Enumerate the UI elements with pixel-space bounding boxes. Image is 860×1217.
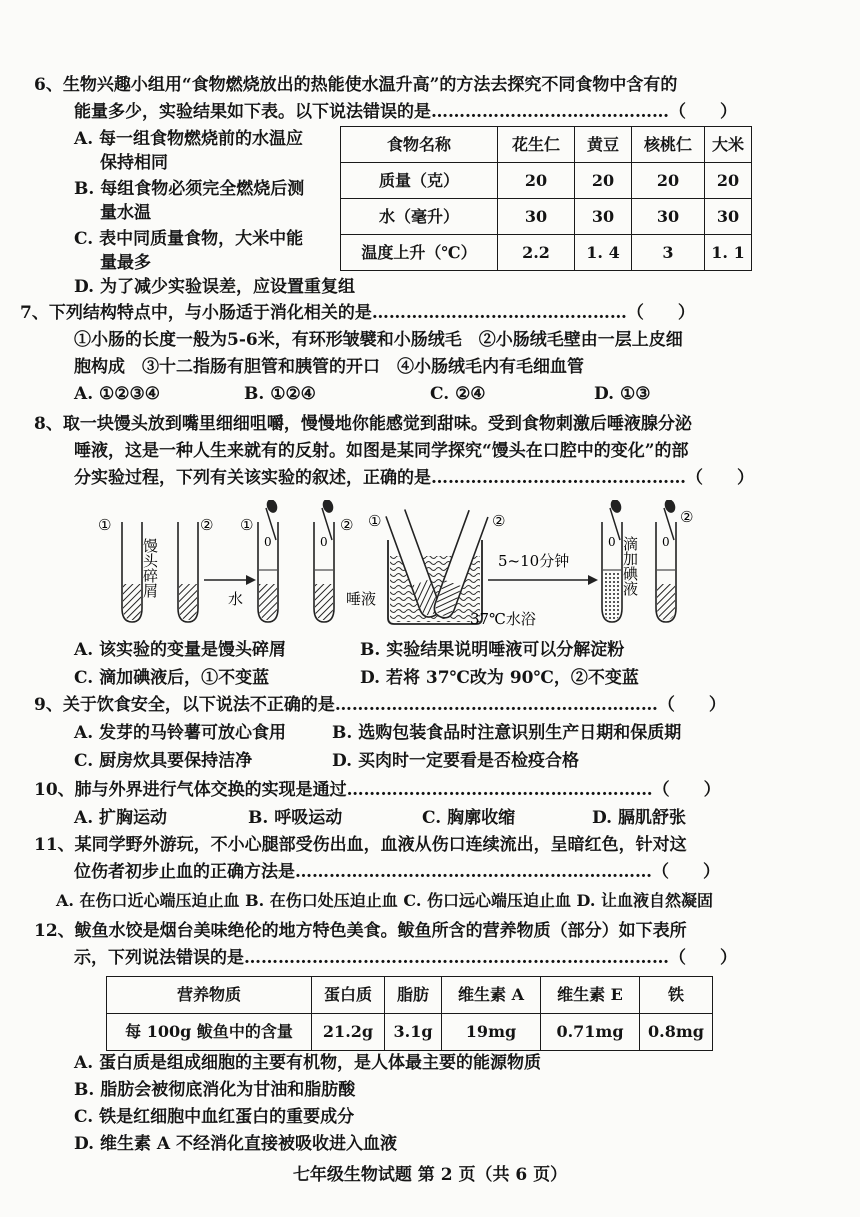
q12-stem-line2: 示，下列说法错误的是…………………………………………………………………（ ） <box>74 948 737 968</box>
q7-option-d: D. ①③ <box>594 384 651 404</box>
tube-number-label: ② <box>340 516 354 534</box>
table-row <box>341 127 752 163</box>
q8-option-d: D. 若将 37℃改为 90℃，②不变蓝 <box>360 668 639 688</box>
table-cell: 20 <box>705 163 752 199</box>
q7-option-a: A. ①②③④ <box>74 384 160 404</box>
saliva-experiment-diagram <box>96 500 736 630</box>
q10-option-a: A. 扩胸运动 <box>74 808 168 828</box>
test-tube-1 <box>98 516 142 622</box>
q7-stem-line3: 胞构成 ③十二指肠有胆管和胰管的开口 ④小肠绒毛内有毛细血管 <box>74 357 584 377</box>
q10-option-c: C. 胸廓收缩 <box>422 808 516 828</box>
table-cell: 0.71mg <box>541 1014 640 1051</box>
svg-text:0: 0 <box>320 535 328 549</box>
tube-number-label: ② <box>200 516 214 534</box>
q9-option-b: B. 选购包装食品时注意识别生产日期和保质期 <box>332 723 682 743</box>
q8-stem-line1: 8、取一块馒头放到嘴里细细咀嚼，慢慢地你能感觉到甜味。受到食物刺激后唾液腺分泌 <box>34 414 692 434</box>
q12-nutrient-table <box>106 976 713 1051</box>
table-cell: 脂肪 <box>385 977 442 1014</box>
q12-option-c: C. 铁是红细胞中血红蛋白的重要成分 <box>74 1107 355 1127</box>
table-cell: 水（毫升） <box>341 199 498 235</box>
q8-stem-line2: 唾液，这是一种人生来就有的反射。如图是某同学探究“馒头在口腔中的变化”的部 <box>74 441 689 461</box>
table-row <box>341 235 752 271</box>
q6-food-table <box>340 126 752 271</box>
arrow-head <box>588 575 598 585</box>
q12-option-b: B. 脂肪会被彻底消化为甘油和脂肪酸 <box>74 1080 356 1100</box>
water-bath-label: 37℃水浴 <box>470 610 536 628</box>
table-cell: 蛋白质 <box>312 977 385 1014</box>
water-bath-beaker <box>368 510 505 624</box>
table-cell: 花生仁 <box>498 127 575 163</box>
test-tube-result-1 <box>602 500 623 622</box>
q7-option-c: C. ②④ <box>430 384 486 404</box>
table-cell: 维生素 E <box>541 977 640 1014</box>
table-cell: 0.8mg <box>640 1014 713 1051</box>
table-cell: 质量（克） <box>341 163 498 199</box>
table-cell: 温度上升（℃） <box>341 235 498 271</box>
table-cell: 食物名称 <box>341 127 498 163</box>
table-row <box>107 977 713 1014</box>
q9-stem: 9、关于饮食安全，以下说法不正确的是…………………………………………………（ ） <box>34 695 726 715</box>
q6-option-a: A. 每一组食物燃烧前的水温应 <box>74 129 304 149</box>
table-cell: 维生素 A <box>442 977 541 1014</box>
q9-option-d: D. 买肉时一定要看是否检疫合格 <box>332 751 579 771</box>
q6-option-c-cont: 量最多 <box>100 253 151 273</box>
test-tube-with-water <box>240 500 279 622</box>
tube-number-label: ① <box>98 516 112 534</box>
test-tube-result-2 <box>656 500 693 622</box>
table-row <box>341 199 752 235</box>
svg-text:0: 0 <box>264 535 272 549</box>
q6-option-c: C. 表中同质量食物，大米中能 <box>74 229 304 249</box>
table-cell: 21.2g <box>312 1014 385 1051</box>
table-cell: 30 <box>498 199 575 235</box>
table-cell: 30 <box>575 199 632 235</box>
q6-stem-line1: 6、生物兴趣小组用“食物燃烧放出的热能使水温升高”的方法去探究不同食物中含有的 <box>34 75 678 95</box>
table-cell: 1. 4 <box>575 235 632 271</box>
table-cell: 3.1g <box>385 1014 442 1051</box>
q6-option-d: D. 为了减少实验误差，应设置重复组 <box>74 277 355 297</box>
table-row <box>341 163 752 199</box>
q10-option-d: D. 膈肌舒张 <box>592 808 686 828</box>
q7-stem-line1: 7、下列结构特点中，与小肠适于消化相关的是………………………………………（ ） <box>20 303 695 323</box>
q11-stem-line2: 位伤者初步止血的正确方法是………………………………………………………（ ） <box>74 862 720 882</box>
table-cell: 大米 <box>705 127 752 163</box>
table-cell: 30 <box>705 199 752 235</box>
table-cell: 每 100g 鲅鱼中的含量 <box>107 1014 312 1051</box>
tube-number-label: ② <box>492 512 506 530</box>
q12-stem-line1: 12、鲅鱼水饺是烟台美味绝伦的地方特色美食。鲅鱼所含的营养物质（部分）如下表所 <box>34 921 687 941</box>
q7-stem-line2: ①小肠的长度一般为5-6米，有环形皱襞和小肠绒毛 ②小肠绒毛壁由一层上皮细 <box>74 330 683 350</box>
svg-text:0: 0 <box>608 535 616 549</box>
q12-option-d: D. 维生素 A 不经消化直接被吸收进入血液 <box>74 1134 397 1154</box>
test-tube-2 <box>178 516 213 622</box>
q9-option-c: C. 厨房炊具要保持洁净 <box>74 751 253 771</box>
q8-option-c: C. 滴加碘液后，①不变蓝 <box>74 668 270 688</box>
table-cell: 20 <box>575 163 632 199</box>
table-cell: 铁 <box>640 977 713 1014</box>
saliva-label: 唾液 <box>346 590 377 608</box>
q8-option-b: B. 实验结果说明唾液可以分解淀粉 <box>360 640 625 660</box>
table-cell: 黄豆 <box>575 127 632 163</box>
table-cell: 20 <box>498 163 575 199</box>
q8-option-a: A. 该实验的变量是馒头碎屑 <box>74 640 287 660</box>
table-cell: 30 <box>632 199 705 235</box>
svg-text:0: 0 <box>662 535 670 549</box>
q9-option-a: A. 发芽的马铃薯可放心食用 <box>74 723 287 743</box>
q8-stem-line3: 分实验过程，下列有关该实验的叙述，正确的是………………………………………（ ） <box>74 468 754 488</box>
tube-number-label: ① <box>240 516 254 534</box>
table-cell: 3 <box>632 235 705 271</box>
table-cell: 19mg <box>442 1014 541 1051</box>
q6-option-a-cont: 保持相同 <box>100 153 168 173</box>
table-cell: 营养物质 <box>107 977 312 1014</box>
q10-option-b: B. 呼吸运动 <box>248 808 343 828</box>
tube-number-label: ② <box>680 508 694 526</box>
tube-number-label: ① <box>368 512 382 530</box>
q6-option-b-cont: 量水温 <box>100 203 151 223</box>
time-label: 5~10分钟 <box>498 552 570 570</box>
q11-stem-line1: 11、某同学野外游玩，不小心腿部受伤出血，血液从伤口连续流出，呈暗红色，针对这 <box>34 835 687 855</box>
mantou-label: 馒头碎屑 <box>141 538 159 598</box>
iodine-label: 滴加碘液 <box>621 536 639 596</box>
q6-stem-line2: 能量多少，实验结果如下表。以下说法错误的是……………………………………（ ） <box>74 102 737 122</box>
table-cell: 核桃仁 <box>632 127 705 163</box>
water-label: 水 <box>228 590 244 608</box>
table-row <box>107 1014 713 1051</box>
table-cell: 2.2 <box>498 235 575 271</box>
table-cell: 1. 1 <box>705 235 752 271</box>
page-footer: 七年级生物试题 第 2 页（共 6 页） <box>292 1165 568 1185</box>
q10-stem: 10、肺与外界进行气体交换的实现是通过………………………………………………（ ） <box>34 780 721 800</box>
q6-option-b: B. 每组食物必须完全燃烧后测 <box>74 179 305 199</box>
q12-option-a: A. 蛋白质是组成细胞的主要有机物，是人体最主要的能源物质 <box>74 1053 542 1073</box>
q7-option-b: B. ①②④ <box>244 384 316 404</box>
arrow-head <box>246 575 256 585</box>
table-cell: 20 <box>632 163 705 199</box>
q11-options: A. 在伤口近心端压迫止血 B. 在伤口处压迫止血 C. 伤口远心端压迫止血 D. 让血液自然凝固 <box>56 891 713 910</box>
